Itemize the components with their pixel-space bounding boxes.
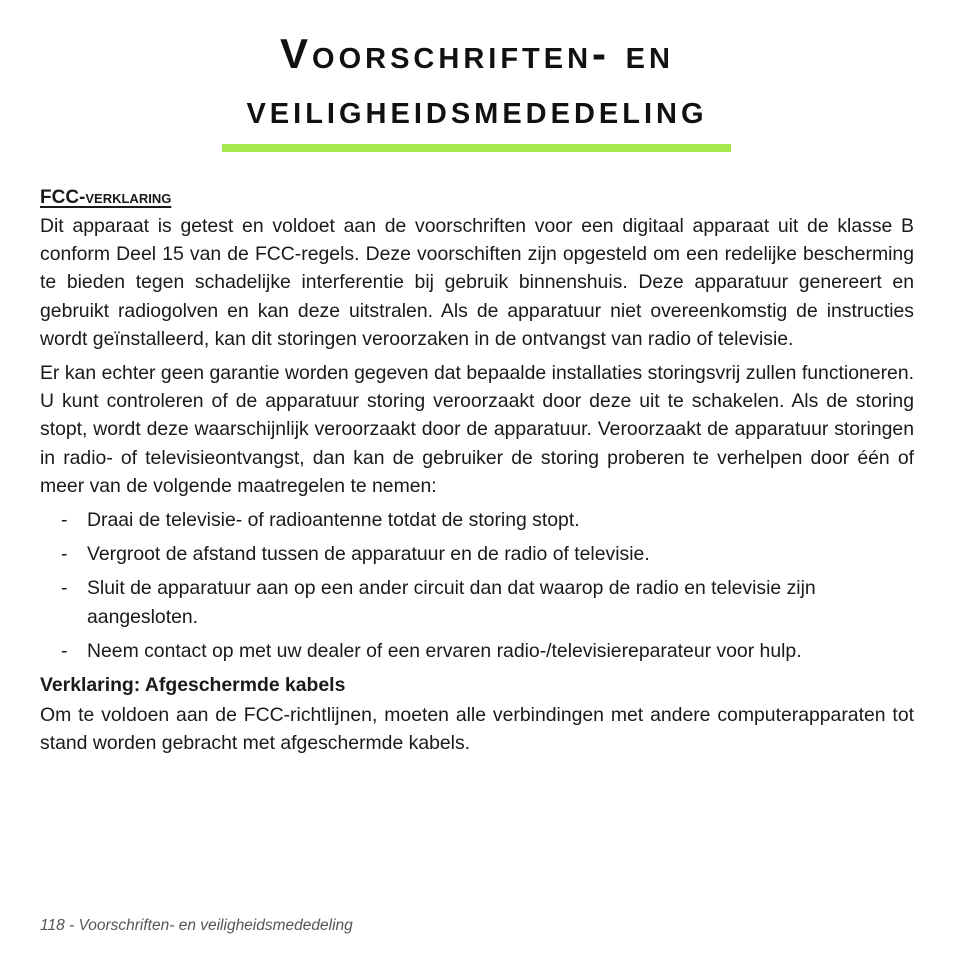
page-title-line-2: veiligheidsmededeling (246, 85, 708, 132)
body-paragraph-2: Er kan echter geen garantie worden gegeven dat bepaalde installaties storingsvrij zullen functioneren. U kunt controleren of de apparatuur storing veroorzaakt door deze uit te schakelen. Als de storing stopt, wordt deze waarschijnlijk veroorzaakt door de apparatuur. Veroorzaakt de apparatuur storingen in radio- of televisieontvangst, dan kan de gebruiker de storing proberen te verhelpen door één of meer van de volgende maatregelen te nemen: (40, 362, 914, 497)
list-item-text: Draai de televisie- of radioantenne totdat de storing stopt. (87, 509, 580, 532)
list-item-text: Sluit de apparatuur aan op een ander circuit dan dat waarop de radio en televisie zijn aangesloten. (87, 577, 816, 628)
subsection-heading: Verklaring: Afgeschermde kabels (40, 674, 346, 697)
closing-paragraph: Om te voldoen aan de FCC-richtlijnen, moeten alle verbindingen met andere computerapparaten tot stand worden gebracht met afgeschermde kabels. (40, 704, 914, 755)
list-item-text: Vergroot de afstand tussen de apparatuur en de radio of televisie. (87, 543, 650, 566)
list-item (40, 637, 914, 665)
page-footer: 118 - Voorschriften- en veiligheidsmededeling (40, 917, 353, 934)
list-dash: - (61, 509, 68, 532)
list-dash: - (61, 639, 68, 662)
list-dash: - (61, 577, 68, 600)
list-item (40, 540, 914, 568)
measures-list (40, 506, 914, 665)
body-paragraph-1: Dit apparaat is getest en voldoet aan de voorschriften voor een digitaal apparaat uit de klasse B conform Deel 15 van de FCC-regels. Deze voorschiften zijn opgesteld om een redelijke bescherming te bieden tegen schadelijke interferentie bij gebruik binnenshuis. Deze apparatuur genereert en gebruikt radiogolven en kan deze uitstralen. Als de apparatuur niet overeenkomstig de instructies wordt geïnstalleerd, kan dit storingen veroorzaken in de ontvangst van radio of televisie. (40, 215, 914, 350)
list-item (40, 574, 914, 630)
list-dash: - (61, 543, 68, 566)
title-accent-rule (222, 144, 731, 152)
list-item-text: Neem contact op met uw dealer of een ervaren radio-/televisiereparateur voor hulp. (87, 639, 802, 662)
list-item (40, 506, 914, 534)
main-content (40, 184, 914, 764)
page-title-line-1: Voorschriften- en (280, 30, 674, 77)
section-heading: FCC-verklaring (40, 187, 172, 208)
page-title (0, 26, 954, 136)
